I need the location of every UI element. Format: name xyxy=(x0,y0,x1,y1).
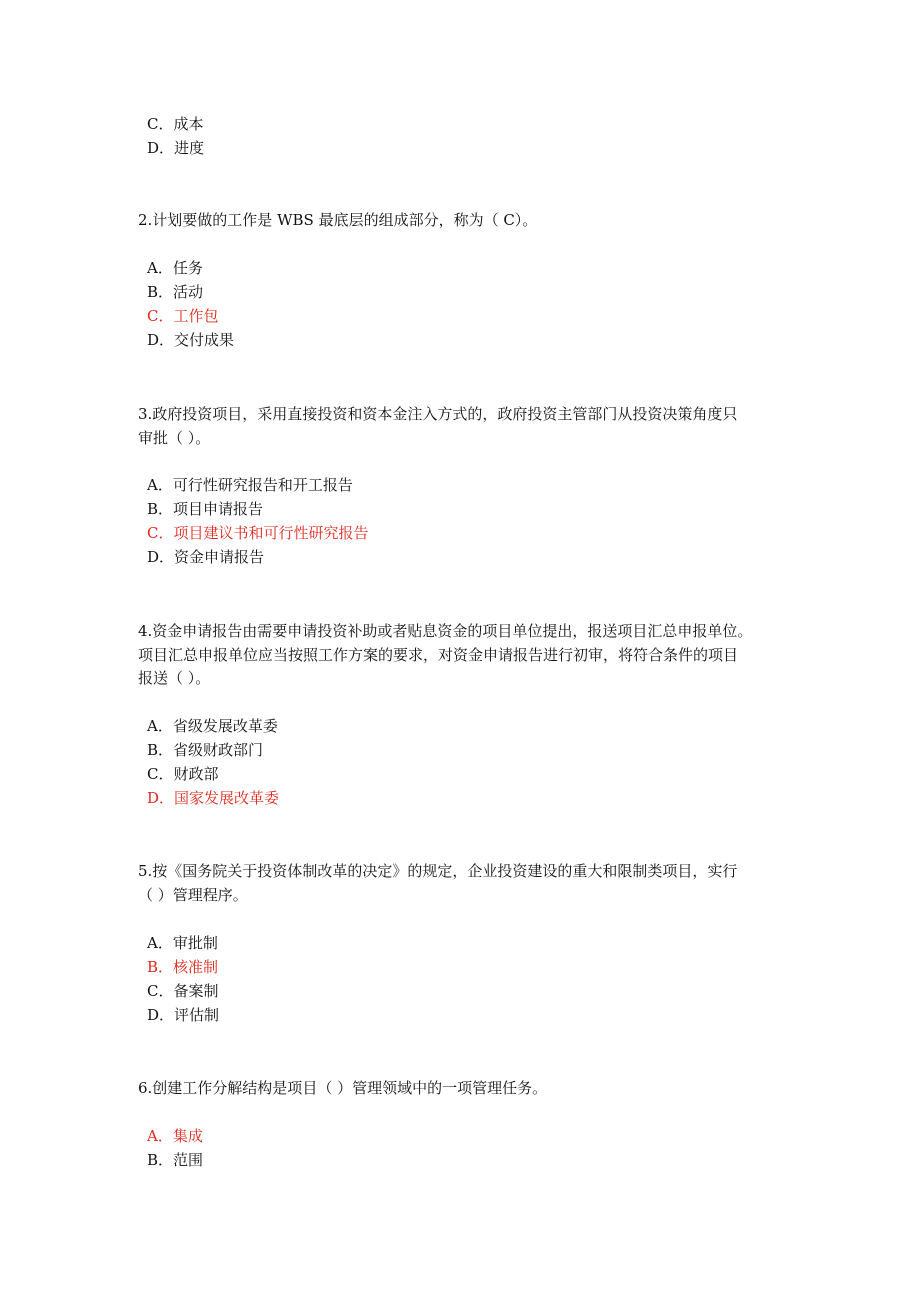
option-5a: A．审批制 xyxy=(147,934,218,952)
option-4a: A．省级发展改革委 xyxy=(147,717,278,735)
question-4-line-2: 项目汇总申报单位应当按照工作方案的要求，对资金申请报告进行初审，将符合条件的项目 xyxy=(138,646,739,664)
option-6a-answer: A．集成 xyxy=(147,1127,203,1145)
question-4-line-1: 4.资金申请报告由需要申请投资补助或者贴息资金的项目单位提出，报送项目汇总申报单位。 xyxy=(138,622,753,640)
question-2: 2.计划要做的工作是 WBS 最底层的组成部分，称为（ C）。 xyxy=(138,211,538,229)
option-1d: D．进度 xyxy=(147,139,205,157)
option-3d: D．资金申请报告 xyxy=(147,548,265,566)
question-3-line-1: 3.政府投资项目，采用直接投资和资本金注入方式的，政府投资主管部门从投资决策角度只 xyxy=(138,405,738,423)
option-5d: D．评估制 xyxy=(147,1006,220,1024)
option-2b: B．活动 xyxy=(147,283,204,301)
question-3-line-2: 审批（ ）。 xyxy=(138,429,211,447)
question-5-line-2: （ ）管理程序。 xyxy=(138,886,248,904)
option-3b: B．项目申请报告 xyxy=(147,500,264,518)
option-4d-answer: D．国家发展改革委 xyxy=(147,789,280,807)
question-6: 6.创建工作分解结构是项目（ ）管理领域中的一项管理任务。 xyxy=(138,1079,548,1097)
option-5c: C．备案制 xyxy=(147,982,219,1000)
option-4c: C．财政部 xyxy=(147,765,219,783)
option-5b-answer: B．核准制 xyxy=(147,958,219,976)
option-2c-answer: C．工作包 xyxy=(147,307,219,325)
option-2d: D．交付成果 xyxy=(147,331,235,349)
question-5-line-1: 5.按《国务院关于投资体制改革的决定》的规定，企业投资建设的重大和限制类项目，实行 xyxy=(138,862,738,880)
option-6b: B．范围 xyxy=(147,1151,204,1169)
option-2a: A．任务 xyxy=(147,259,203,277)
option-3c-answer: C．项目建议书和可行性研究报告 xyxy=(147,524,369,542)
option-4b: B．省级财政部门 xyxy=(147,741,264,759)
option-1c: C．成本 xyxy=(147,115,204,133)
option-3a: A．可行性研究报告和开工报告 xyxy=(147,476,353,494)
question-4-line-3: 报送（ ）。 xyxy=(138,669,211,687)
